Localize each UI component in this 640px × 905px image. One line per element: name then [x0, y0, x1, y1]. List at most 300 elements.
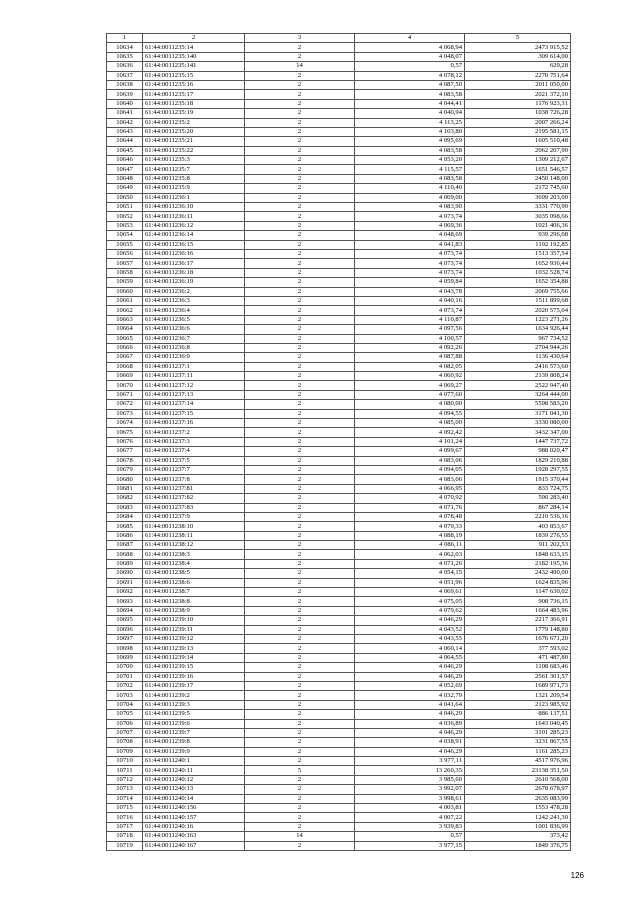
row-number-cell: 10665: [107, 334, 143, 343]
table-row: [107, 409, 571, 418]
category-code-cell: 2: [245, 428, 355, 437]
area-value-cell: 4 040,94: [355, 109, 465, 118]
table-row: [107, 804, 571, 813]
cadastral-number-cell: 61:44:0011237:4: [143, 447, 245, 456]
category-code-cell: 2: [245, 644, 355, 653]
cadastral-number-cell: 61:44:0011236:12: [143, 221, 245, 230]
cadastral-number-cell: 61:44:0011238:12: [143, 541, 245, 550]
row-number-cell: 10696: [107, 625, 143, 634]
table-header: [107, 34, 571, 43]
category-code-cell: 2: [245, 588, 355, 597]
cost-value-cell: 1161 285,23: [465, 747, 571, 756]
cadastral-number-cell: 61:44:0011236:1: [143, 193, 245, 202]
area-value-cell: 4 043,55: [355, 635, 465, 644]
row-number-cell: 10691: [107, 578, 143, 587]
row-number-cell: 10644: [107, 137, 143, 146]
table-row: [107, 203, 571, 212]
area-value-cell: 4 007,22: [355, 813, 465, 822]
cost-value-cell: 2522 947,40: [465, 381, 571, 390]
category-code-cell: 2: [245, 287, 355, 296]
category-code-cell: 2: [245, 700, 355, 709]
row-number-cell: 10685: [107, 522, 143, 531]
cost-value-cell: 1624 835,96: [465, 578, 571, 587]
category-code-cell: 2: [245, 531, 355, 540]
row-number-cell: 10676: [107, 437, 143, 446]
area-value-cell: 4 075,05: [355, 597, 465, 606]
area-value-cell: 4 043,78: [355, 287, 465, 296]
table-row: [107, 663, 571, 672]
area-value-cell: 4 051,96: [355, 578, 465, 587]
row-number-cell: 10646: [107, 156, 143, 165]
area-value-cell: 4 059,84: [355, 278, 465, 287]
table-row: [107, 644, 571, 653]
category-code-cell: 2: [245, 719, 355, 728]
category-code-cell: 2: [245, 362, 355, 371]
area-value-cell: 4 083,58: [355, 90, 465, 99]
area-value-cell: 4 069,36: [355, 221, 465, 230]
area-value-cell: 4 069,27: [355, 381, 465, 390]
row-number-cell: 10718: [107, 832, 143, 841]
area-value-cell: 4 082,05: [355, 362, 465, 371]
row-number-cell: 10705: [107, 710, 143, 719]
area-value-cell: 4 046,29: [355, 728, 465, 737]
row-number-cell: 10709: [107, 747, 143, 756]
table-row: [107, 184, 571, 193]
category-code-cell: 2: [245, 249, 355, 258]
category-code-cell: 2: [245, 278, 355, 287]
cadastral-number-cell: 61:44:0011237:16: [143, 419, 245, 428]
table-row: [107, 672, 571, 681]
table-row: [107, 522, 571, 531]
category-code-cell: 2: [245, 541, 355, 550]
row-number-cell: 10702: [107, 681, 143, 690]
cost-value-cell: 2123 985,92: [465, 700, 571, 709]
cost-value-cell: 2416 573,60: [465, 362, 571, 371]
cadastral-number-cell: 61:44:0011236:16: [143, 249, 245, 258]
cost-value-cell: 2610 568,00: [465, 775, 571, 784]
cost-value-cell: 2270 751,64: [465, 71, 571, 80]
cost-value-cell: 1652 354,88: [465, 278, 571, 287]
table-row: [107, 794, 571, 803]
area-value-cell: 4 079,33: [355, 522, 465, 531]
cost-value-cell: 911 202,53: [465, 541, 571, 550]
category-code-cell: 2: [245, 494, 355, 503]
cadastral-number-cell: 61:44:0011235:140: [143, 52, 245, 61]
area-value-cell: 4 092,42: [355, 428, 465, 437]
cadastral-number-cell: 61:44:0011239:14: [143, 653, 245, 662]
cadastral-number-cell: 61:44:0011239:15: [143, 663, 245, 672]
cadastral-number-cell: 61:44:0011236:9: [143, 353, 245, 362]
cadastral-number-cell: 61:44:0011235:15: [143, 71, 245, 80]
category-code-cell: 14: [245, 62, 355, 71]
page-number: 126: [570, 871, 584, 880]
cadastral-number-cell: 61:44:0011235:18: [143, 99, 245, 108]
row-number-cell: 10684: [107, 512, 143, 521]
table-row: [107, 550, 571, 559]
table-row: [107, 569, 571, 578]
category-code-cell: 2: [245, 353, 355, 362]
cost-value-cell: 1032 528,74: [465, 268, 571, 277]
cadastral-number-cell: 61:44:0011239:16: [143, 672, 245, 681]
cadastral-number-cell: 61:44:0011236:18: [143, 268, 245, 277]
area-value-cell: 4 078,12: [355, 71, 465, 80]
cadastral-number-cell: 61:44:0011235:7: [143, 165, 245, 174]
cost-value-cell: 908 736,15: [465, 597, 571, 606]
category-code-cell: 2: [245, 372, 355, 381]
row-number-cell: 10635: [107, 52, 143, 61]
cadastral-number-cell: 61:44:0011235:141: [143, 62, 245, 71]
table-row: [107, 606, 571, 615]
category-code-cell: 2: [245, 99, 355, 108]
area-value-cell: 4 054,15: [355, 569, 465, 578]
area-value-cell: 4 071,76: [355, 503, 465, 512]
cadastral-number-cell: 61:44:0011240:156: [143, 804, 245, 813]
cadastral-number-cell: 61:44:0011236:19: [143, 278, 245, 287]
table-row: [107, 287, 571, 296]
table-row: [107, 99, 571, 108]
row-number-cell: 10672: [107, 400, 143, 409]
table-row: [107, 559, 571, 568]
cadastral-number-cell: 61:44:0011239:6: [143, 719, 245, 728]
cadastral-number-cell: 61:44:0011236:11: [143, 212, 245, 221]
category-code-cell: 2: [245, 400, 355, 409]
cadastral-number-cell: 61:44:0011239:10: [143, 616, 245, 625]
area-value-cell: 4 083,90: [355, 203, 465, 212]
category-code-cell: 2: [245, 738, 355, 747]
cadastral-number-cell: 61:44:0011239:12: [143, 635, 245, 644]
row-number-cell: 10703: [107, 691, 143, 700]
area-value-cell: 4 083,58: [355, 174, 465, 183]
area-value-cell: 4 064,55: [355, 653, 465, 662]
cost-value-cell: 1643 040,45: [465, 719, 571, 728]
category-code-cell: 2: [245, 757, 355, 766]
cadastral-number-cell: 61:44:0011237:3: [143, 437, 245, 446]
cadastral-number-cell: 61:44:0011238:4: [143, 559, 245, 568]
table-row: [107, 456, 571, 465]
category-code-cell: 2: [245, 419, 355, 428]
row-number-cell: 10701: [107, 672, 143, 681]
column-header-4: 4: [355, 34, 465, 43]
category-code-cell: 2: [245, 127, 355, 136]
row-number-cell: 10677: [107, 447, 143, 456]
category-code-cell: 2: [245, 794, 355, 803]
cost-value-cell: 23138 351,50: [465, 766, 571, 775]
cadastral-number-cell: 61:44:0011235:14: [143, 43, 245, 52]
cadastral-number-cell: 61:44:0011236:15: [143, 240, 245, 249]
cost-value-cell: 1511 899,68: [465, 296, 571, 305]
cost-value-cell: 471 487,80: [465, 653, 571, 662]
cost-value-cell: 377 593,02: [465, 644, 571, 653]
table-row: [107, 212, 571, 221]
column-header-2: 2: [143, 34, 245, 43]
cost-value-cell: 4517 976,96: [465, 757, 571, 766]
row-number-cell: 10716: [107, 813, 143, 822]
row-number-cell: 10688: [107, 550, 143, 559]
category-code-cell: 2: [245, 484, 355, 493]
category-code-cell: 2: [245, 90, 355, 99]
cadastral-number-cell: 61:44:0011237:83: [143, 503, 245, 512]
cost-value-cell: 1136 430,64: [465, 353, 571, 362]
table-row: [107, 475, 571, 484]
area-value-cell: 4 068,94: [355, 43, 465, 52]
area-value-cell: 4 087,88: [355, 353, 465, 362]
cadastral-number-cell: 61:44:0011238:9: [143, 606, 245, 615]
category-code-cell: 2: [245, 578, 355, 587]
row-number-cell: 10692: [107, 588, 143, 597]
cadastral-number-cell: 61:44:0011238:5: [143, 569, 245, 578]
cost-value-cell: 2561 301,57: [465, 672, 571, 681]
row-number-cell: 10681: [107, 484, 143, 493]
row-number-cell: 10680: [107, 475, 143, 484]
row-number-cell: 10689: [107, 559, 143, 568]
area-value-cell: 4 103,80: [355, 127, 465, 136]
cost-value-cell: 833 724,75: [465, 484, 571, 493]
area-value-cell: 3 977,15: [355, 841, 465, 850]
area-value-cell: 4 036,89: [355, 719, 465, 728]
table-row: [107, 109, 571, 118]
category-code-cell: 2: [245, 804, 355, 813]
cadastral-number-cell: 61:44:0011235:22: [143, 146, 245, 155]
category-code-cell: 2: [245, 465, 355, 474]
cost-value-cell: 988 020,47: [465, 447, 571, 456]
area-value-cell: 4 046,29: [355, 710, 465, 719]
table-row: [107, 625, 571, 634]
cost-value-cell: 2021 372,10: [465, 90, 571, 99]
area-value-cell: 4 083,06: [355, 475, 465, 484]
cost-value-cell: 967 734,52: [465, 334, 571, 343]
row-number-cell: 10655: [107, 240, 143, 249]
cost-value-cell: 2704 944,26: [465, 343, 571, 352]
cost-value-cell: 2432 490,00: [465, 569, 571, 578]
cost-value-cell: 403 853,67: [465, 522, 571, 531]
cadastral-number-cell: 61:44:0011240:157: [143, 813, 245, 822]
category-code-cell: 2: [245, 306, 355, 315]
cadastral-number-cell: 61:44:0011237:8: [143, 475, 245, 484]
category-code-cell: 2: [245, 775, 355, 784]
category-code-cell: 2: [245, 343, 355, 352]
category-code-cell: 2: [245, 672, 355, 681]
table-row: [107, 381, 571, 390]
column-header-3: 3: [245, 34, 355, 43]
cost-value-cell: 1321 209,54: [465, 691, 571, 700]
row-number-cell: 10659: [107, 278, 143, 287]
category-code-cell: 2: [245, 663, 355, 672]
table-row: [107, 259, 571, 268]
category-code-cell: 2: [245, 52, 355, 61]
row-number-cell: 10667: [107, 353, 143, 362]
category-code-cell: 2: [245, 512, 355, 521]
area-value-cell: 4 080,00: [355, 400, 465, 409]
area-value-cell: 4 048,07: [355, 52, 465, 61]
area-value-cell: 4 048,69: [355, 231, 465, 240]
cost-value-cell: 3432 347,00: [465, 428, 571, 437]
category-code-cell: 2: [245, 381, 355, 390]
area-value-cell: 4 083,58: [355, 146, 465, 155]
cadastral-number-cell: 61:44:0011240:167: [143, 841, 245, 850]
table-row: [107, 156, 571, 165]
area-value-cell: 4 038,91: [355, 738, 465, 747]
cost-value-cell: 2210 536,16: [465, 512, 571, 521]
cost-value-cell: 2172 745,60: [465, 184, 571, 193]
row-number-cell: 10717: [107, 822, 143, 831]
row-number-cell: 10657: [107, 259, 143, 268]
cost-value-cell: 590 283,40: [465, 494, 571, 503]
cost-value-cell: 3101 285,23: [465, 728, 571, 737]
cost-value-cell: 1839 276,55: [465, 531, 571, 540]
cost-value-cell: 5598 583,20: [465, 400, 571, 409]
row-number-cell: 10664: [107, 325, 143, 334]
category-code-cell: 2: [245, 71, 355, 80]
category-code-cell: 5: [245, 766, 355, 775]
cost-value-cell: 1779 148,80: [465, 625, 571, 634]
category-code-cell: 2: [245, 231, 355, 240]
row-number-cell: 10715: [107, 804, 143, 813]
cadastral-number-cell: 61:44:0011237:1: [143, 362, 245, 371]
area-value-cell: 13 260,35: [355, 766, 465, 775]
cost-value-cell: 2678 678,97: [465, 785, 571, 794]
category-code-cell: 2: [245, 710, 355, 719]
cadastral-number-cell: 61:44:0011236:2: [143, 287, 245, 296]
table-row: [107, 766, 571, 775]
category-code-cell: 2: [245, 635, 355, 644]
row-number-cell: 10686: [107, 531, 143, 540]
cadastral-number-cell: 61:44:0011235:2: [143, 118, 245, 127]
row-number-cell: 10662: [107, 306, 143, 315]
area-value-cell: 4 066,95: [355, 484, 465, 493]
area-value-cell: 4 100,57: [355, 334, 465, 343]
cadastral-number-cell: 61:44:0011237:5: [143, 456, 245, 465]
cadastral-number-cell: 61:44:0011235:8: [143, 174, 245, 183]
area-value-cell: 4 099,67: [355, 447, 465, 456]
table-row: [107, 306, 571, 315]
row-number-cell: 10649: [107, 184, 143, 193]
cadastral-number-cell: 61:44:0011238:6: [143, 578, 245, 587]
cost-value-cell: 2139 808,24: [465, 372, 571, 381]
cost-value-cell: 1634 926,44: [465, 325, 571, 334]
cadastral-number-cell: 61:44:0011238:11: [143, 531, 245, 540]
category-code-cell: 2: [245, 146, 355, 155]
table-body: [107, 43, 571, 851]
table-row: [107, 80, 571, 89]
cadastral-number-cell: 61:44:0011237:14: [143, 400, 245, 409]
cadastral-number-cell: 61:44:0011240:16: [143, 822, 245, 831]
row-number-cell: 10634: [107, 43, 143, 52]
table-row: [107, 52, 571, 61]
cost-value-cell: 629,28: [465, 62, 571, 71]
category-code-cell: 2: [245, 550, 355, 559]
table-row: [107, 90, 571, 99]
table-row: [107, 372, 571, 381]
row-number-cell: 10656: [107, 249, 143, 258]
row-number-cell: 10674: [107, 419, 143, 428]
table-row: [107, 240, 571, 249]
cadastral-number-cell: 61:44:0011237:13: [143, 390, 245, 399]
row-number-cell: 10714: [107, 794, 143, 803]
row-number-cell: 10697: [107, 635, 143, 644]
area-value-cell: 3 985,60: [355, 775, 465, 784]
cost-value-cell: 1147 630,02: [465, 588, 571, 597]
row-number-cell: 10643: [107, 127, 143, 136]
category-code-cell: 2: [245, 813, 355, 822]
table-row: [107, 325, 571, 334]
cost-value-cell: 1242 241,30: [465, 813, 571, 822]
area-value-cell: 4 110,87: [355, 315, 465, 324]
cadastral-number-cell: 61:44:0011240:13: [143, 785, 245, 794]
table-row: [107, 841, 571, 850]
row-number-cell: 10698: [107, 644, 143, 653]
cadastral-number-cell: 61:44:0011237:11: [143, 372, 245, 381]
table-row: [107, 503, 571, 512]
cost-value-cell: 3699 203,00: [465, 193, 571, 202]
area-value-cell: 4 043,52: [355, 625, 465, 634]
cadastral-number-cell: 61:44:0011238:7: [143, 588, 245, 597]
row-number-cell: 10641: [107, 109, 143, 118]
category-code-cell: 2: [245, 822, 355, 831]
table-row: [107, 719, 571, 728]
area-value-cell: 4 077,60: [355, 390, 465, 399]
table-row: [107, 597, 571, 606]
cadastral-number-cell: 61:44:0011240:11: [143, 766, 245, 775]
table-row: [107, 785, 571, 794]
area-value-cell: 4 040,16: [355, 296, 465, 305]
row-number-cell: 10650: [107, 193, 143, 202]
row-number-cell: 10658: [107, 268, 143, 277]
table-row: [107, 315, 571, 324]
area-value-cell: 4 088,19: [355, 531, 465, 540]
table-row: [107, 541, 571, 550]
cost-value-cell: 3035 098,66: [465, 212, 571, 221]
table-row: [107, 578, 571, 587]
category-code-cell: 2: [245, 522, 355, 531]
category-code-cell: 2: [245, 193, 355, 202]
cost-value-cell: 1001 836,99: [465, 822, 571, 831]
area-value-cell: 4 073,74: [355, 268, 465, 277]
table-row: [107, 531, 571, 540]
area-value-cell: 4 073,74: [355, 212, 465, 221]
cadastral-number-cell: 61:44:0011239:17: [143, 681, 245, 690]
row-number-cell: 10708: [107, 738, 143, 747]
row-number-cell: 10638: [107, 80, 143, 89]
cadastral-number-cell: 61:44:0011239:7: [143, 728, 245, 737]
cost-value-cell: 309 614,00: [465, 52, 571, 61]
cadastral-number-cell: 61:44:0011239:8: [143, 738, 245, 747]
area-value-cell: 4 046,29: [355, 672, 465, 681]
area-value-cell: 0,57: [355, 832, 465, 841]
cost-value-cell: 1652 936,44: [465, 259, 571, 268]
cadastral-number-cell: 61:44:0011238:3: [143, 550, 245, 559]
row-number-cell: 10671: [107, 390, 143, 399]
category-code-cell: 2: [245, 559, 355, 568]
area-value-cell: 4 073,74: [355, 249, 465, 258]
area-value-cell: 4 115,57: [355, 165, 465, 174]
category-code-cell: 2: [245, 334, 355, 343]
table-row: [107, 813, 571, 822]
table-row: [107, 484, 571, 493]
table-row: [107, 362, 571, 371]
cost-value-cell: 3171 041,30: [465, 409, 571, 418]
row-number-cell: 10660: [107, 287, 143, 296]
row-number-cell: 10704: [107, 700, 143, 709]
table-row: [107, 296, 571, 305]
area-value-cell: 4 041,83: [355, 240, 465, 249]
table-row: [107, 165, 571, 174]
header-row: [107, 34, 571, 43]
category-code-cell: 2: [245, 475, 355, 484]
row-number-cell: 10719: [107, 841, 143, 850]
cadastral-number-cell: 61:44:0011236:10: [143, 203, 245, 212]
area-value-cell: 4 101,24: [355, 437, 465, 446]
cadastral-number-cell: 61:44:0011236:8: [143, 343, 245, 352]
